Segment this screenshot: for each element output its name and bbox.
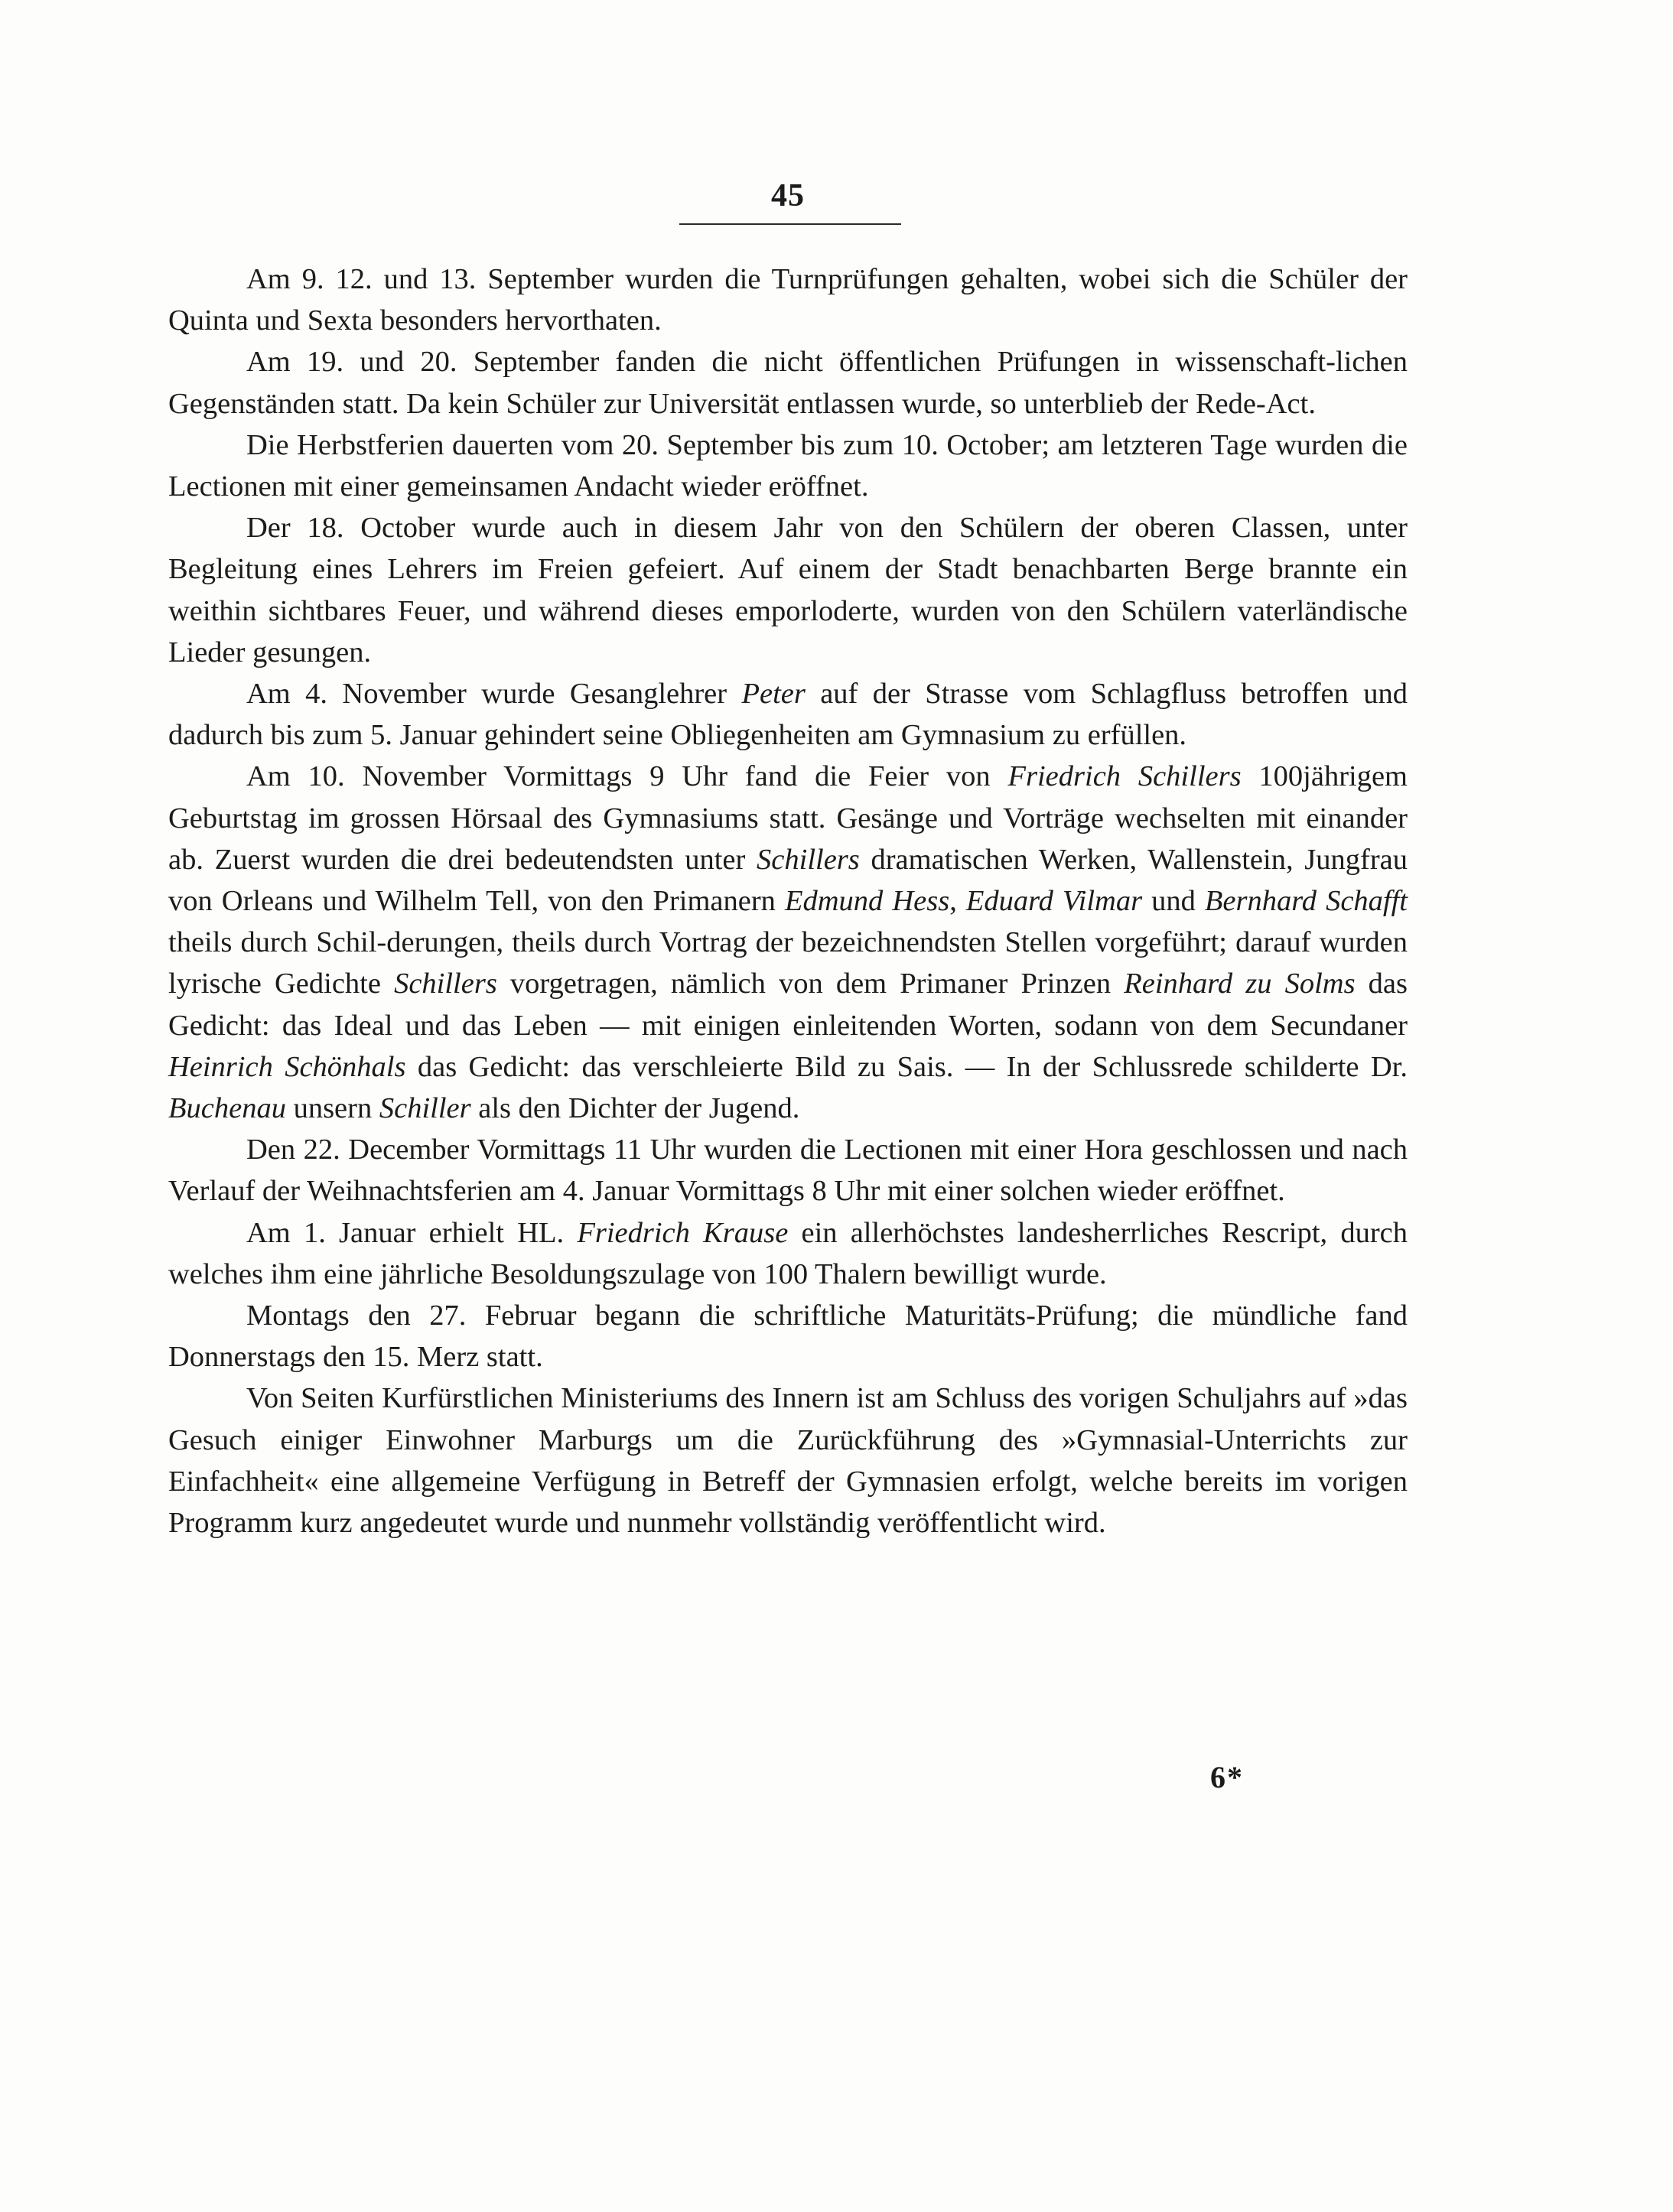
paragraph-text: das Gedicht: das verschleierte Bild zu Sais. — In der Schlussrede schilderte Dr.	[405, 1050, 1408, 1083]
italic-name: Reinhard zu Solms	[1124, 968, 1356, 1000]
paragraph-text: als den Dichter der Jugend.	[470, 1092, 800, 1125]
paragraph-text: Am 9. 12. und 13. September wurden die Turnprüfungen gehalten, wobei sich die Schüler der Quinta und Sexta besonders hervorthaten.	[168, 263, 1408, 337]
paragraph-text: Am 1. Januar erhielt HL.	[246, 1216, 578, 1249]
header-rule	[679, 223, 901, 225]
italic-name: Edmund Hess	[784, 885, 950, 918]
paragraph	[168, 673, 1408, 756]
paragraph-text: vorgetragen, nämlich von dem Primaner Prinzen	[496, 968, 1125, 1000]
signature-mark: 6*	[1210, 1760, 1244, 1794]
paragraph	[168, 1129, 1408, 1212]
italic-name: Friedrich Schillers	[1007, 760, 1242, 793]
italic-name: Schiller	[379, 1092, 471, 1125]
italic-name: Friedrich Krause	[577, 1216, 789, 1249]
italic-name: Schillers	[757, 843, 860, 876]
paragraph	[168, 756, 1408, 1129]
paragraph	[168, 507, 1408, 673]
paragraph-text: Der 18. October wurde auch in diesem Jahr von den Schülern der oberen Classen, unter Begleitung eines Lehrers im Freien gefeiert. Auf einem der Stadt benachbarten Berge brannte ein weithin sichtbares Feuer, und während dieses emporloderte, wurden von den Schülern vaterländische Lieder gesungen.	[168, 512, 1408, 668]
paragraph	[168, 1295, 1408, 1378]
paragraph-text: ein allerhöchstes landesherrliches Rescript, durch welches ihm eine jährliche Besoldungszulage von 100 Thalern bewilligt wurde.	[168, 1216, 1408, 1290]
italic-name: Buchenau	[168, 1092, 286, 1125]
paragraph-text: unsern	[285, 1092, 379, 1125]
paragraph-text: das Gedicht: das Ideal und das Leben — mit einigen einleitenden Worten, sodann von dem Secundaner	[168, 968, 1408, 1042]
italic-name: Eduard Vilmar	[965, 885, 1143, 918]
paragraph-text: Den 22. December Vormittags 11 Uhr wurden die Lectionen mit einer Hora geschlossen und nach Verlauf der Weihnachtsferien am 4. Januar Vormittags 8 Uhr mit einer solchen wieder eröffnet.	[168, 1134, 1408, 1208]
italic-name: Peter	[741, 678, 806, 711]
italic-name: Schillers	[394, 968, 497, 1000]
paragraph-text: theils durch Schil-derungen, theils durch Vortrag der bezeichnendsten Stellen vorgeführt; darauf wurden lyrische Gedichte	[168, 926, 1408, 1000]
paragraph-text: dramatischen Werken, Wallenstein, Jungfrau von Orleans und Wilhelm Tell, von den Primanern	[168, 843, 1408, 918]
paragraph-text: Von Seiten Kurfürstlichen Ministeriums des Innern ist am Schluss des vorigen Schuljahrs auf »das Gesuch einiger Einwohner Marburgs um die Zurückführung des »Gymnasial-Unterrichts zur Einfachheit« eine allgemeine Verfügung in Betreff der Gymnasien erfolgt, welche bereits im vorigen Programm kurz angedeutet wurde und nunmehr vollständig veröffentlicht wird.	[168, 1382, 1408, 1540]
paragraph-text: und	[1142, 885, 1205, 918]
paragraph-text: Die Herbstferien dauerten vom 20. September bis zum 10. October; am letzteren Tage wurden die Lectionen mit einer gemeinsamen Andacht wieder eröffnet.	[168, 428, 1408, 503]
italic-name: Bernhard Schafft	[1204, 885, 1408, 918]
paragraph-text: auf der Strasse vom Schlagfluss betroffen und dadurch bis zum 5. Januar gehindert seine Obliegenheiten am Gymnasium zu erfüllen.	[168, 678, 1408, 752]
paragraph-text: ,	[949, 885, 966, 918]
paragraph-text: Am 19. und 20. September fanden die nicht öffentlichen Prüfungen in wissenschaft-lichen Gegenständen statt. Da kein Schüler zur Universität entlassen wurde, so unterblieb der Rede-Act.	[168, 346, 1408, 420]
page-number: 45	[771, 178, 805, 213]
paragraph	[168, 259, 1408, 341]
paragraph-text: Am 4. November wurde Gesanglehrer	[246, 678, 742, 711]
paragraph-text: Montags den 27. Februar begann die schriftliche Maturitäts-Prüfung; die mündliche fand Donnerstags den 15. Merz statt.	[168, 1300, 1408, 1374]
italic-name: Heinrich Schönhals	[168, 1050, 406, 1083]
paragraph-text: Am 10. November Vormittags 9 Uhr fand die Feier von	[246, 760, 1008, 793]
paragraph	[168, 1212, 1408, 1295]
body-text	[168, 259, 1408, 1544]
paragraph	[168, 341, 1408, 424]
paragraph	[168, 425, 1408, 507]
paragraph-text: 100jährigem Geburtstag im grossen Hörsaal des Gymnasiums statt. Gesänge und Vorträge wechselten mit einander ab. Zuerst wurden die drei bedeutendsten unter	[168, 760, 1408, 876]
paragraph	[168, 1378, 1408, 1544]
